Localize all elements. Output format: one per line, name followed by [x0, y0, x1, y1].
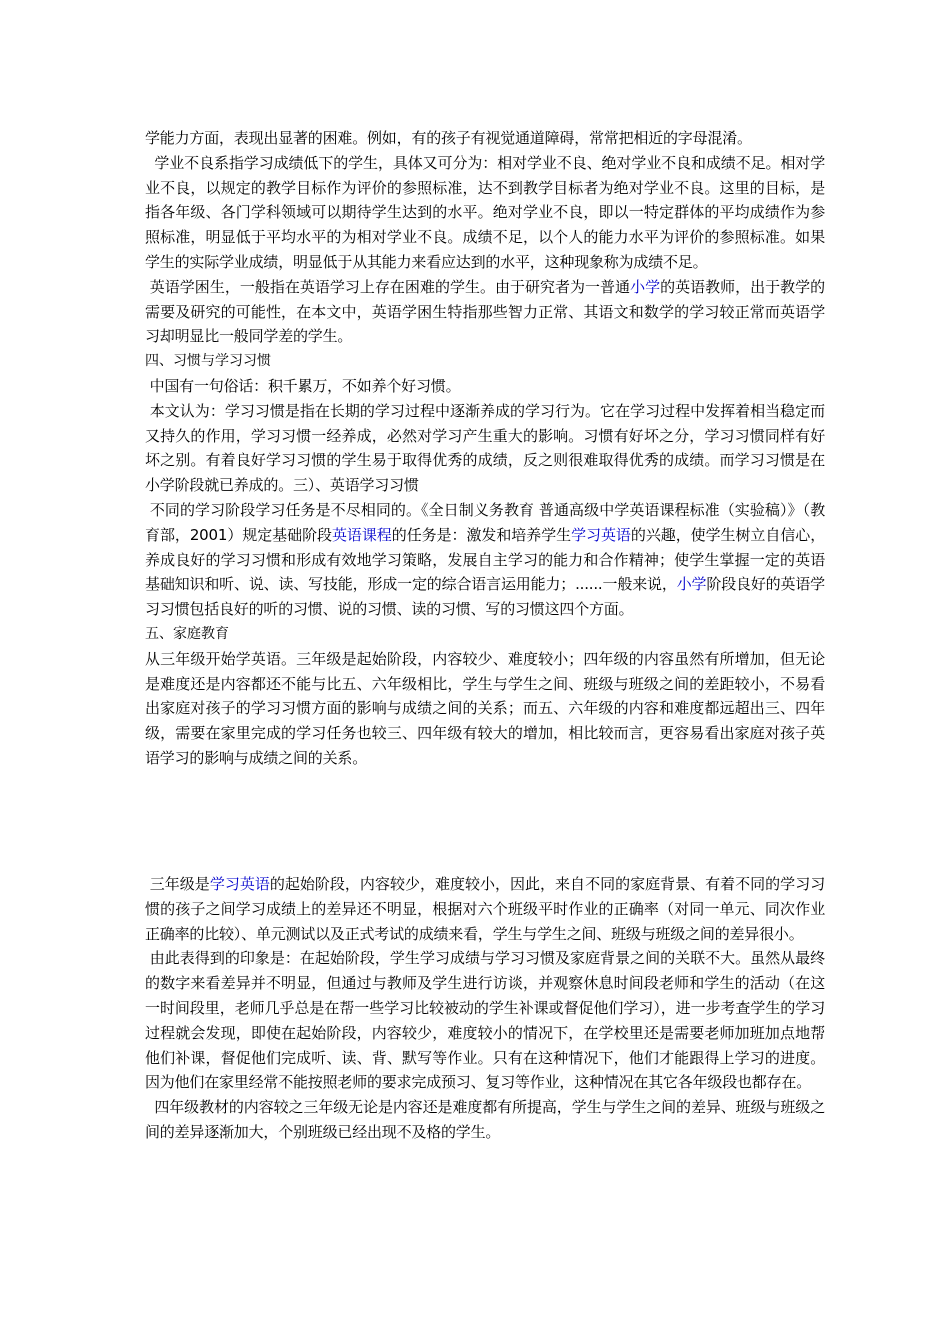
hyperlink-xuexi-yingyu[interactable]: 学习英语	[571, 525, 631, 544]
paragraph-text: 中国有一句俗话：积千累万，不如养个好习惯。	[145, 376, 461, 395]
paragraph	[145, 275, 825, 349]
paragraph-text: 阶段良好的英语学习习惯包括良好的听的习惯、说的习惯、读的习惯、写的习惯这四个方面。	[145, 575, 825, 619]
paragraph	[145, 374, 825, 399]
paragraph-text: 的英语教师，出于教学的需要及研究的可能性，在本文中，英语学困生特指那些智力正常、其语文和数学的学习较正常而英语学习却明显比一般同学差的学生。	[145, 277, 825, 346]
paragraph	[145, 498, 825, 622]
paragraph	[145, 872, 825, 946]
paragraph-text: 本文认为：学习习惯是指在长期的学习过程中逐渐养成的学习行为。它在学习过程中发挥着相当稳定而又持久的作用，学习习惯一经养成，必然对学习产生重大的影响。习惯有好坏之分，学习习惯同样有好坏之别。有着良好学习习惯的学生易于取得优秀的成绩，反之则很难取得优秀的成绩。而学习习惯是在小学阶段就已养成的。三）、英语学习习惯	[145, 401, 825, 495]
paragraph-text: 学能力方面，表现出显著的困难。例如，有的孩子有视觉通道障碍，常常把相近的字母混淆。	[145, 129, 752, 147]
paragraph-text: 的任务是：激发和培养学生	[391, 525, 572, 544]
hyperlink-xiaoxue[interactable]: 小学	[630, 277, 661, 296]
paragraph-text: 从三年级开始学英语。三年级是起始阶段，内容较少、难度较小；四年级的内容虽然有所增加，但无论是难度还是内容都还不能与比五、六年级相比，学生与学生之间、班级与班级之间的差距较小，不易看出家庭对孩子的学习习惯方面的影响与成绩之间的关系；而五、六年级的内容和难度都远超出三、四年级，需要在家里完成的学习任务也较三、四年级有较大的增加，相比较而言，更容易看出家庭对孩子英语学习的影响与成绩之间的关系。	[145, 649, 825, 767]
hyperlink-xuexi-yingyu[interactable]: 学习英语	[209, 875, 270, 893]
hyperlink-xiaoxue[interactable]: 小学	[676, 575, 707, 594]
paragraph-text: 四年级教材的内容较之三年级无论是内容还是难度都有所提高，学生与学生之间的差异、班级与班级之间的差异逐渐加大，个别班级已经出现不及格的学生。	[145, 1098, 825, 1141]
text-block-upper	[145, 126, 825, 771]
section-heading-5: 五、家庭教育	[145, 625, 229, 642]
section-heading-4: 四、习惯与学习习惯	[145, 353, 271, 370]
paragraph-text: 三年级是	[145, 875, 210, 893]
paragraph-text: 由此表得到的印象是：在起始阶段，学生学习成绩与学习习惯及家庭背景之间的关联不大。虽然从最终的数字来看差异并不明显，但通过与教师及学生进行访谈，并观察休息时间段老师和学生的活动（在这一时间段里，老师几乎总是在帮一些学习比较被动的学生补课或督促他们学习），进一步考查学生的学习过程就会发现，即使在起始阶段，内容较少，难度较小的情况下，在学校里还是需要老师加班加点地帮他们补课，督促他们完成听、读、背、默写等作业。只有在这种情况下，他们才能跟得上学习的进度。因为他们在家里经常不能按照老师的要求完成预习、复习等作业，这种情况在其它各年级段也都存在。	[145, 949, 825, 1092]
paragraph-text: 学业不良系指学习成绩低下的学生，具体又可分为：相对学业不良、绝对学业不良和成绩不足。相对学业不良，以规定的教学目标作为评价的参照标准，达不到教学目标者为绝对学业不良。这里的目标，是指各年级、各门学科领域可以期待学生达到的水平。绝对学业不良，即以一特定群体的平均成绩作为参照标准，明显低于平均水平的为相对学业不良。成绩不足，以个人的能力水平为评价的参照标准。如果学生的实际学业成绩，明显低于从其能力来看应达到的水平，这种现象称为成绩不足。	[145, 153, 825, 271]
paragraph	[145, 1095, 825, 1145]
text-block-lower	[145, 872, 825, 1145]
paragraph	[145, 399, 825, 498]
hyperlink-yingyu-kecheng[interactable]: 英语课程	[331, 525, 392, 544]
paragraph	[145, 647, 825, 771]
paragraph	[145, 126, 825, 151]
paragraph-text: 的兴趣，使学生树立自信心，养成良好的学习习惯和形成有效地学习策略，发展自主学习的能力和合作精神；使学生掌握一定的英语基础知识和听、说、读、写技能，形成一定的综合语言运用能力；......一般来说，	[145, 525, 826, 594]
paragraph	[145, 151, 825, 275]
paragraph	[145, 946, 825, 1095]
paragraph-text: 英语学困生，一般指在英语学习上存在困难的学生。由于研究者为一普通	[145, 277, 631, 296]
paragraph-text: 不同的学习阶段学习任务是不尽相同的。《全日制义务教育 普通高级中学英语课程标准（实验稿）》（教育部，2001）规定基础阶段	[145, 500, 825, 544]
paragraph-text: 的起始阶段，内容较少，难度较小，因此，来自不同的家庭背景、有着不同的学习习惯的孩子之间学习成绩上的差异还不明显，根据对六个班级平时作业的正确率（对同一单元、同次作业正确率的比较）、单元测试以及正式考试的成绩来看，学生与学生之间、班级与班级之间的差异很小。	[145, 875, 826, 943]
